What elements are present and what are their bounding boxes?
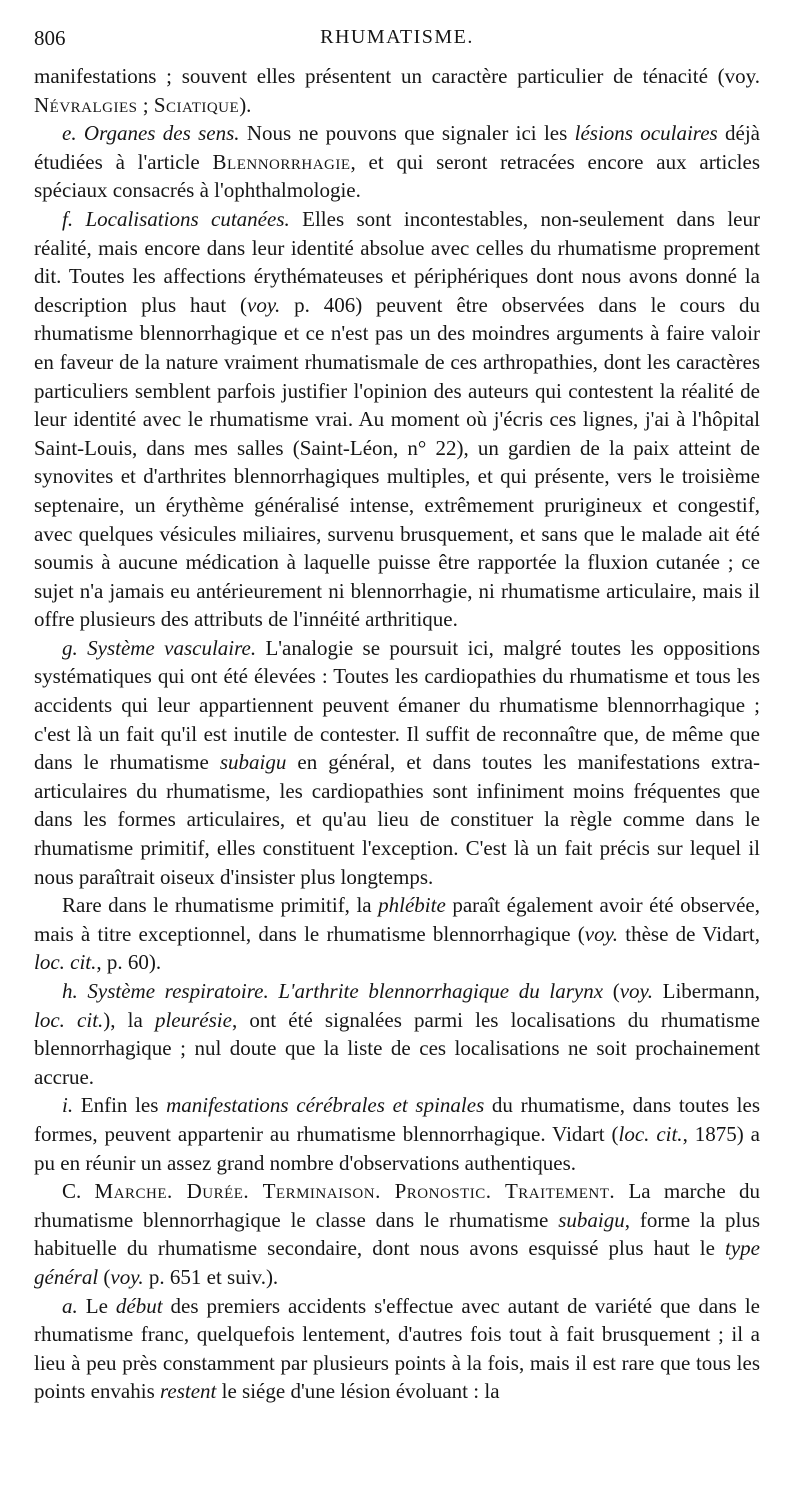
paragraph-organes-des-sens: e. Organes des sens. Nous ne pouvons que signaler ici les lésions oculaires déjà étudiées à l'article Blennorrhagie, et qui seront retracées encore aux articles spéciaux consacrés à l'ophthalmologie. (34, 121, 760, 203)
paragraph-phlebite: Rare dans le rhumatisme primitif, la phlébite paraît également avoir été observée, mais à titre exceptionnel, dans le rhumatisme blennorrhagique (voy. thèse de Vidart, loc. cit., p. 60). (34, 893, 761, 975)
paragraph-debut: a. Le début des premiers accidents s'effectue avec autant de variété que dans le rhumatisme franc, quelquefois lentement, d'autres fois tout à fait brusquement ; il a lieu à peu près constamment par plusieurs points à la fois, mais il est rare que tous les points envahis restent le siége d'une lésion évoluant : la (34, 1293, 760, 1404)
body-text (34, 62, 760, 1406)
paragraph-systeme-vasculaire: g. Système vasculaire. L'analogie se poursuit ici, malgré toutes les oppositions systématiques qui ont été élevées : Toutes les cardiopathies du rhumatisme et tous les accidents qui leur appartiennent peuvent émaner du rhumatisme blennorrhagique ; c'est là un fait qu'il est inutile de contester. Il suffit de reconnaître que, de même que dans le rhumatisme subaigu en général, et dans toutes les manifestations extra-articulaires du rhumatisme, les cardiopathies sont infiniment moins fréquentes que dans les formes articulaires, et qu'au lieu de constituer la règle comme dans le rhumatisme primitif, elles constituent l'exception. C'est là un fait précis sur lequel il nous paraîtrait oiseux d'insister plus longtemps. (34, 635, 761, 889)
paragraph-marche-duree: C. Marche. Durée. Terminaison. Pronostic. Traitement. La marche du rhumatisme blennorrhagique le classe dans le rhumatisme subaigu, forme la plus habituelle du rhumatisme secondaire, dont nous avons esquissé plus haut le type général (voy. p. 651 et suiv.). (34, 1179, 760, 1289)
paragraph-manifestations-cerebrales: i. Enfin les manifestations cérébrales et spinales du rhumatisme, dans toutes les formes, peuvent appartenir au rhumatisme blennorrhagique. Vidart (loc. cit., 1875) a pu en réunir un assez grand nombre d'observations authentiques. (34, 1093, 760, 1175)
paragraph-systeme-respiratoire: h. Système respiratoire. L'arthrite blennorrhagique du larynx (voy. Libermann, loc. cit.), la pleurésie, ont été signalées parmi les localisations du rhumatisme blennorrhagique ; nul doute que la liste de ces localisations ne soit prochainement accrue. (34, 979, 760, 1089)
running-title: RHUMATISME. (320, 26, 474, 48)
page-number: 806 (34, 26, 66, 50)
page-header (34, 22, 760, 62)
paragraph-localisations-cutanees: f. Localisations cutanées. Elles sont incontestables, non-seulement dans leur réalité, mais encore dans leur identité absolue avec celles du rhumatisme proprement dit. Toutes les affections érythémateuses et périphériques dont nous avons donné la description plus haut (voy. p. 406) peuvent être observées dans le cours du rhumatisme blennorrhagique et ce n'est pas un des moindres arguments à faire valoir en faveur de la nature vraiment rhumatismale de ces arthropathies, dont les caractères particuliers semblent parfois justifier l'opinion des auteurs qui contestent la réalité de leur identité avec le rhumatisme vrai. Au moment où j'écris ces lignes, j'ai à l'hôpital Saint-Louis, dans mes salles (Saint-Léon, n° 22), un gardien de la paix atteint de synovites et d'arthrites blennorrhagiques multiples, et qui présente, vers le troisième septenaire, un érythème généralisé intense, extrêmement prurigineux et congestif, avec quelques vésicules miliaires, survenu brusquement, et sans que le malade ait été soumis à aucune médication à laquelle puisse être rapportée la fluxion cutanée ; ce sujet n'a jamais eu antérieurement ni blennorrhagie, ni rhumatisme articulaire, mais il offre plusieurs des attributs de l'innéité arthritique. (34, 206, 761, 632)
paragraph-continuation: manifestations ; souvent elles présentent un caractère particulier de ténacité (voy. Névralgies ; Sciatique). (34, 64, 760, 117)
